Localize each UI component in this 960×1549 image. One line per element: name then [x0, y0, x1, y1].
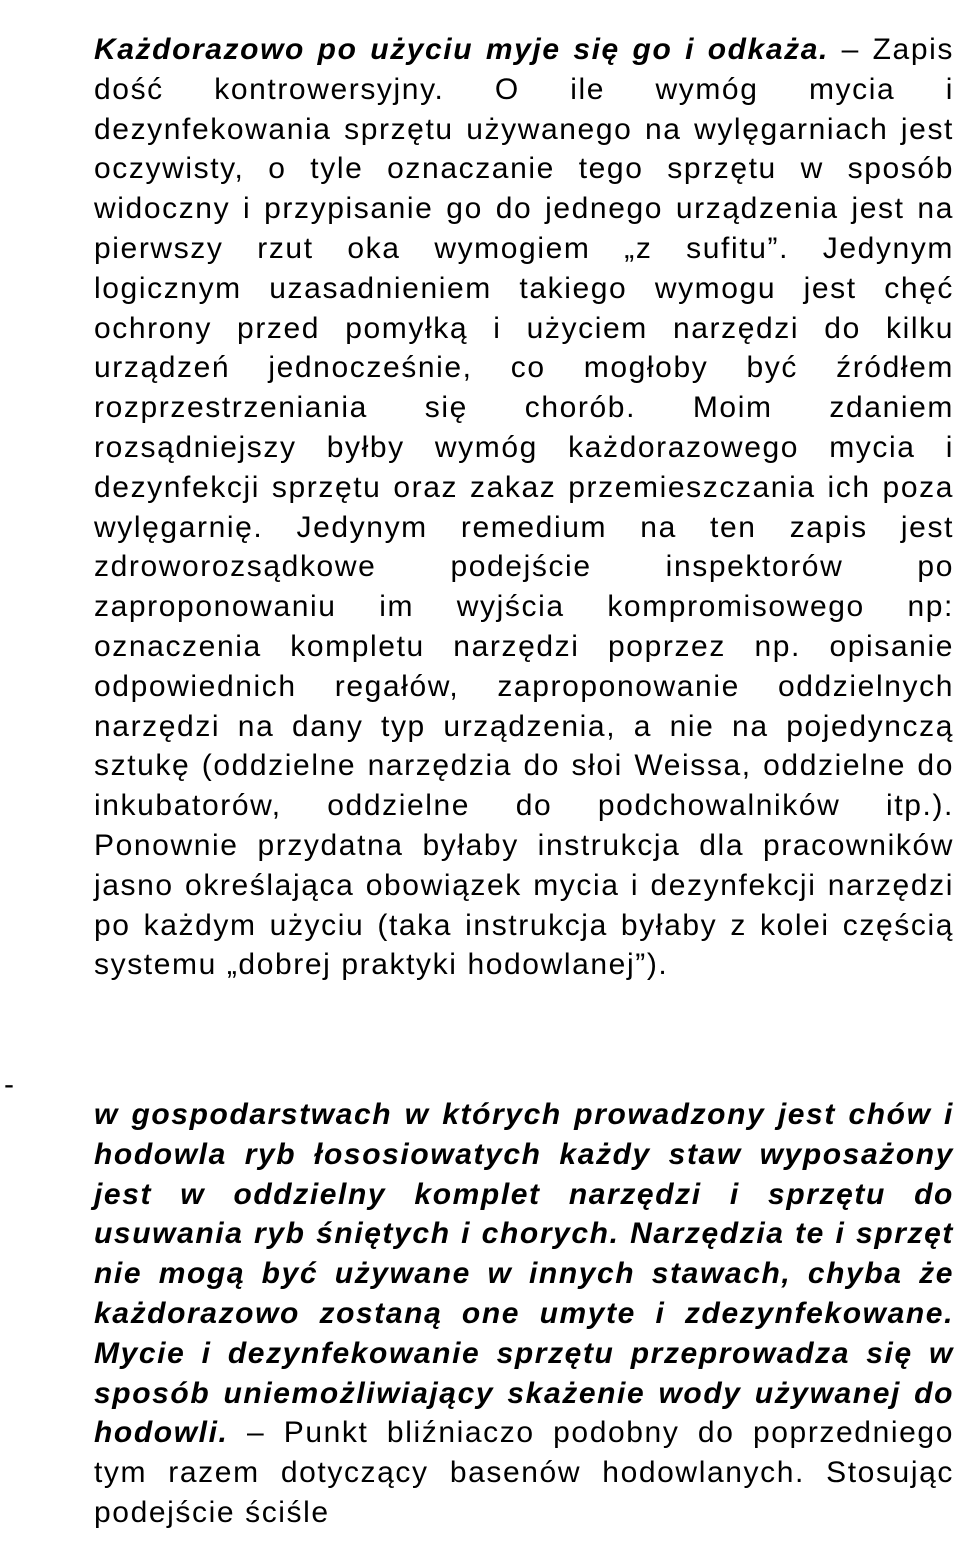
author-comment: – Punkt bliźniaczo podobny do poprzedniego tym razem dotyczący basenów hodowlanych. Stosując podejście ściśle [94, 1416, 954, 1529]
regulation-excerpt: w gospodarstwach w których prowadzony jest chów i hodowla ryb łososiowatych każdy staw wyposażony jest w oddzielny komplet narzędzi i sprzętu do usuwania ryb śniętych i chorych. Narzędzia te i sprzęt nie mogą być używane w innych stawach, chyba że każdorazowo zostaną one umyte i zdezynfekowane. Mycie i dezynfekowanie sprzętu przeprowadza się w sposób uniemożliwiający skażenie wody używanej do hodowli. [94, 1098, 954, 1450]
paragraph-salmonid-ponds [94, 1095, 954, 1533]
paragraph-hatchery-equipment [94, 30, 954, 985]
list-dash-marker: - [4, 1068, 14, 1101]
regulation-excerpt: Każdorazowo po użyciu myje się go i odkaża. [94, 33, 829, 66]
author-comment: – Zapis dość kontrowersyjny. O ile wymóg mycia i dezynfekowania sprzętu używanego na wylęgarniach jest oczywisty, o tyle oznaczanie tego sprzętu w sposób widoczny i przypisanie go do jednego urządzenia jest na pierwszy rzut oka wymogiem „z sufitu”. Jedynym logicznym uzasadnieniem takiego wymogu jest chęć ochrony przed pomyłką i użyciem narzędzi do kilku urządzeń jednocześnie, co mogłoby być źródłem rozprzestrzeniania się chorób. Moim zdaniem rozsądniejszy byłby wymóg każdorazowego mycia i dezynfekcji sprzętu oraz zakaz przemieszczania ich poza wylęgarnię. Jedynym remedium na ten zapis jest zdroworozsądkowe podejście inspektorów po zaproponowaniu im wyjścia kompromisowego np: oznaczenia kompletu narzędzi poprzez np. opisanie odpowiednich regałów, zaproponowanie oddzielnych narzędzi na dany typ urządzenia, a nie na pojedynczą sztukę (oddzielne narzędzia do słoi Weissa, oddzielne do inkubatorów, oddzielne do podchowalników itp.). Ponownie przydatna byłaby instrukcja dla pracowników jasno określająca obowiązek mycia i dezynfekcji narzędzi po każdym użyciu (taka instrukcja byłaby z kolei częścią systemu „dobrej praktyki hodowlanej”). [94, 33, 954, 982]
